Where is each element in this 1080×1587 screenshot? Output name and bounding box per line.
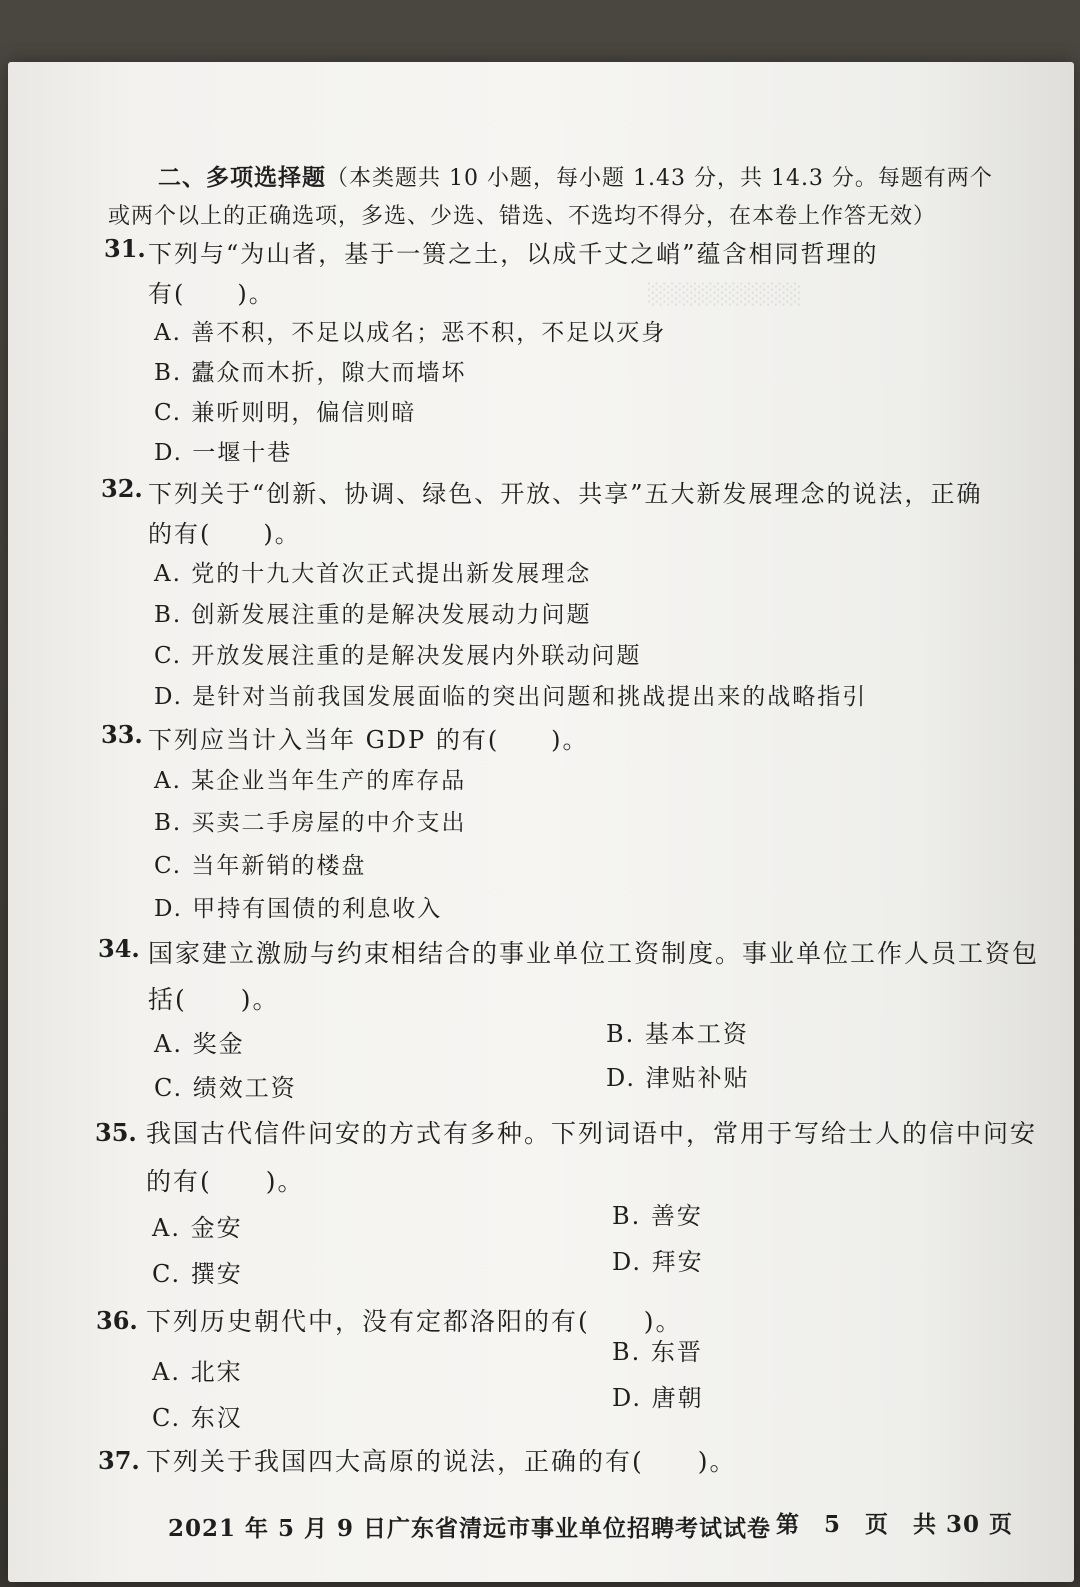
option-d: D. 一堰十巷 xyxy=(154,440,293,466)
page-content xyxy=(8,62,1074,1582)
option-c: C. 绩效工资 xyxy=(154,1074,297,1102)
bleed-through: ░░░░░░░░░░ xyxy=(648,282,802,306)
option-c: C. 东汉 xyxy=(152,1404,243,1432)
question-number: 37. xyxy=(98,1446,140,1475)
option-b: B. 创新发展注重的是解决发展动力问题 xyxy=(154,602,592,628)
option-a: A. 北宋 xyxy=(152,1358,243,1386)
question-number: 33. xyxy=(101,720,143,749)
section-note-line2: 或两个以上的正确选项，多选、少选、错选、不选均不得分，在本卷上作答无效） xyxy=(108,204,937,229)
question-stem-line: 括( )。 xyxy=(148,985,280,1014)
option-a: A. 奖金 xyxy=(154,1030,245,1058)
question-stem-line: 下列关于“创新、协调、绿色、开放、共享”五大新发展理念的说法，正确 xyxy=(148,480,983,508)
question-stem-line: 有( )。 xyxy=(148,280,275,308)
question-stem-line: 下列关于我国四大高原的说法，正确的有( )。 xyxy=(146,1447,737,1476)
option-a: A. 善不积，不足以成名；恶不积，不足以灭身 xyxy=(154,320,667,346)
option-c: C. 当年新销的楼盘 xyxy=(154,853,367,879)
option-d: D. 唐朝 xyxy=(612,1384,704,1412)
option-a: A. 党的十九大首次正式提出新发展理念 xyxy=(154,561,592,587)
question-stem-line: 下列历史朝代中，没有定都洛阳的有( )。 xyxy=(146,1307,683,1336)
option-d: D. 甲持有国债的利息收入 xyxy=(154,896,443,922)
option-c: C. 开放发展注重的是解决发展内外联动问题 xyxy=(154,643,642,669)
question-number: 32. xyxy=(101,474,143,503)
option-b: B. 蠹众而木折，隙大而墙坏 xyxy=(154,360,467,386)
option-d: D. 津贴补贴 xyxy=(606,1064,750,1092)
section-header xyxy=(158,159,993,192)
question-number: 31. xyxy=(104,234,146,263)
question-stem-line: 国家建立激励与约束相结合的事业单位工资制度。事业单位工作人员工资包 xyxy=(148,939,1040,968)
option-b: B. 买卖二手房屋的中介支出 xyxy=(154,810,467,836)
option-d: D. 是针对当前我国发展面临的突出问题和挑战提出来的战略指引 xyxy=(154,684,868,710)
question-stem-line: 我国古代信件问安的方式有多种。下列词语中，常用于写给士人的信中问安 xyxy=(146,1119,1038,1148)
section-note-line1: （本类题共 10 小题，每小题 1.43 分，共 14.3 分。每题有两个 xyxy=(326,166,993,191)
option-b: B. 善安 xyxy=(612,1202,703,1230)
question-number: 34. xyxy=(98,934,140,963)
footer-page-number: 第 5 页 共 30 页 xyxy=(776,1511,1014,1538)
option-d: D. 拜安 xyxy=(612,1248,704,1276)
option-a: A. 金安 xyxy=(152,1214,243,1242)
question-number: 35. xyxy=(95,1118,137,1147)
exam-page xyxy=(8,62,1074,1582)
question-stem-line: 的有( )。 xyxy=(146,1167,305,1196)
question-number: 36. xyxy=(96,1306,138,1335)
footer-exam-title: 2021 年 5 月 9 日广东省清远市事业单位招聘考试试卷 xyxy=(168,1515,772,1542)
question-stem-line: 下列应当计入当年 GDP 的有( )。 xyxy=(148,726,589,754)
question-stem-line: 下列与“为山者，基于一篑之土，以成千丈之峭”蕴含相同哲理的 xyxy=(148,240,879,268)
section-title: 二、多项选择题 xyxy=(158,164,326,191)
question-stem-line: 的有( )。 xyxy=(148,520,301,548)
option-b: B. 东晋 xyxy=(612,1338,703,1366)
option-c: C. 兼听则明，偏信则暗 xyxy=(154,400,417,426)
option-a: A. 某企业当年生产的库存品 xyxy=(154,768,467,794)
option-c: C. 撰安 xyxy=(152,1260,243,1288)
option-b: B. 基本工资 xyxy=(606,1020,749,1048)
